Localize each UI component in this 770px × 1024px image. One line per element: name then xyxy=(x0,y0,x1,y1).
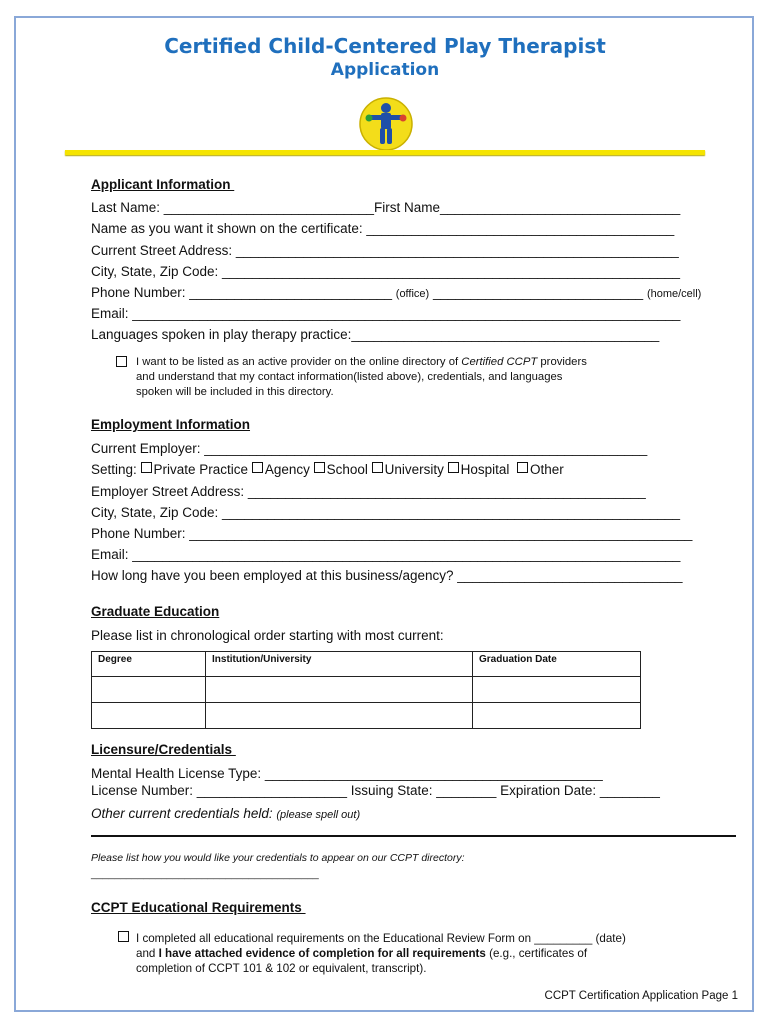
setting-label: Setting: xyxy=(91,462,141,477)
table-cell[interactable] xyxy=(92,677,206,703)
other-credentials-field[interactable]: Other current credentials held: (please spell out) xyxy=(91,806,361,821)
email-field[interactable]: Email: _________________________________________________________________________ xyxy=(91,306,681,321)
directory-credentials-field[interactable]: _______________________________________ xyxy=(91,868,319,880)
table-cell[interactable] xyxy=(206,703,473,729)
employer-email-field[interactable]: Email: _________________________________________________________________________ xyxy=(91,547,681,562)
setting-checkbox-other[interactable] xyxy=(517,462,528,473)
current-employer-field[interactable]: Current Employer: ___________________________________________________________ xyxy=(91,441,648,456)
section-applicant-heading: Applicant Information xyxy=(91,177,235,192)
logo-child-figure-icon xyxy=(358,96,414,152)
setting-row: Setting: Private Practice Agency School University Hospital Other xyxy=(91,462,564,477)
employment-duration-field[interactable]: How long have you been employed at this business/agency? ______________________________ xyxy=(91,568,683,583)
table-row xyxy=(92,677,641,703)
phone-field[interactable] xyxy=(91,285,701,300)
table-header-row xyxy=(92,652,641,677)
table-row xyxy=(92,703,641,729)
phone-home-line: ____________________________ xyxy=(429,285,647,300)
education-table xyxy=(91,651,641,729)
directory-checkbox[interactable] xyxy=(116,356,127,367)
page-title: Certified Child-Centered Play Therapist xyxy=(164,34,606,58)
certificate-name-field[interactable]: Name as you want it shown on the certificate: _________________________________________ xyxy=(91,221,675,236)
employer-city-field[interactable]: City, State, Zip Code: _____________________________________________________________ xyxy=(91,505,681,520)
page-subtitle: Application xyxy=(330,60,440,80)
section-licensure-heading: Licensure/Credentials xyxy=(91,742,236,757)
education-instruction: Please list in chronological order starting with most current: xyxy=(91,628,444,643)
section-employment-heading: Employment Information xyxy=(91,417,251,432)
table-cell[interactable] xyxy=(473,677,641,703)
home-cell-label: (home/cell) xyxy=(646,288,702,300)
requirements-statement: I completed all educational requirements on the Educational Review Form on _________ (date) and I have attached evidence of completion for all requirements (e.g., certificates of completion of CCPT 101 & 102 or equivalent, transcript). xyxy=(136,932,626,975)
setting-checkbox-private-practice[interactable] xyxy=(141,462,152,473)
employer-street-field[interactable]: Employer Street Address: _____________________________________________________ xyxy=(91,484,646,499)
column-degree: Degree xyxy=(92,652,206,677)
setting-checkbox-school[interactable] xyxy=(314,462,325,473)
header-divider xyxy=(65,150,705,155)
setting-checkbox-agency[interactable] xyxy=(252,462,263,473)
column-institution: Institution/University xyxy=(206,652,473,677)
directory-credentials-prompt: Please list how you would like your credentials to appear on our CCPT directory: xyxy=(91,852,465,864)
setting-checkbox-hospital[interactable] xyxy=(448,462,459,473)
street-address-field[interactable]: Current Street Address: ___________________________________________________________ xyxy=(91,243,679,258)
setting-checkbox-university[interactable] xyxy=(372,462,383,473)
city-state-zip-field[interactable]: City, State, Zip Code: _____________________________________________________________ xyxy=(91,264,681,279)
license-type-field[interactable]: Mental Health License Type: _____________________________________________ xyxy=(91,766,603,781)
languages-field[interactable]: Languages spoken in play therapy practice:_________________________________________ xyxy=(91,327,660,342)
section-requirements-heading: CCPT Educational Requirements xyxy=(91,900,306,915)
last-first-name-field[interactable]: Last Name: ____________________________First Name________________________________ xyxy=(91,200,681,215)
section-divider xyxy=(91,835,736,837)
requirements-checkbox[interactable] xyxy=(118,931,129,942)
directory-consent-text: I want to be listed as an active provider on the online directory of Certified CCPT providers and understand that my contact information(listed above), credentials, and languages spoken will be included in this directory. xyxy=(136,356,587,398)
employer-phone-field[interactable]: Phone Number: ___________________________________________________________________ xyxy=(91,526,693,541)
phone-label: Phone Number: ___________________________ xyxy=(91,285,396,300)
office-label: (office) xyxy=(395,288,430,300)
license-number-field[interactable]: License Number: ____________________ Issuing State: ________ Expiration Date: ________ xyxy=(91,783,660,798)
section-education-heading: Graduate Education xyxy=(91,604,220,619)
table-cell[interactable] xyxy=(206,677,473,703)
table-cell[interactable] xyxy=(92,703,206,729)
page-footer: CCPT Certification Application Page 1 xyxy=(544,990,738,1002)
table-cell[interactable] xyxy=(473,703,641,729)
column-graduation-date: Graduation Date xyxy=(473,652,641,677)
